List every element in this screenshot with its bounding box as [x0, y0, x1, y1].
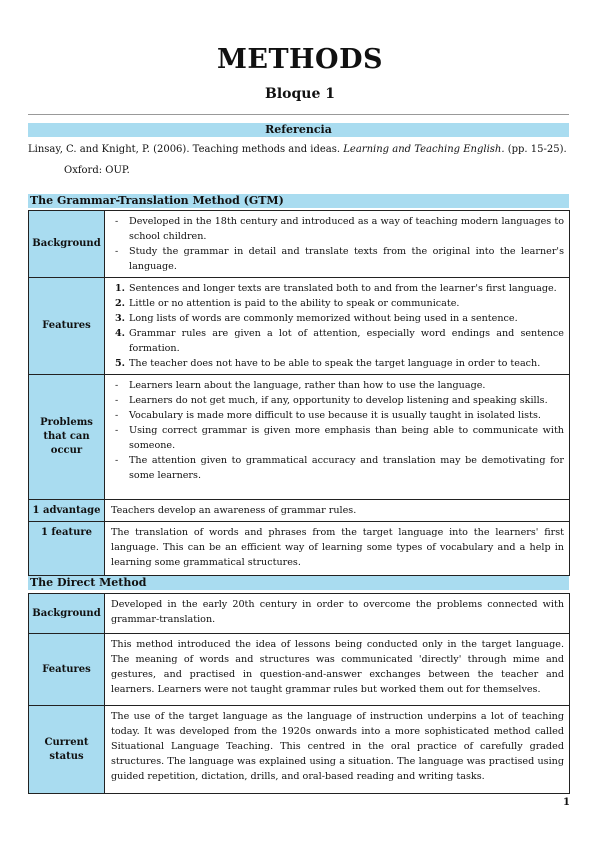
gtm-feature-content: The translation of words and phrases from the target language into the learners' first language. This can be an efficient way of learning some types of vocabulary and a help in learning some grammatical structures. — [105, 522, 570, 576]
gtm-features-label: Features — [29, 278, 105, 375]
direct-background-label: Background — [29, 594, 105, 634]
list-item: - Learners do not get much, if any, opportunity to develop listening and speaking skills. — [111, 393, 564, 408]
direct-heading: The Direct Method — [28, 576, 569, 590]
direct-background-content: Developed in the early 20th century in order to overcome the problems connected with grammar-translation. — [105, 594, 570, 634]
gtm-background-content — [105, 211, 570, 278]
citation-pages: (pp. 15-25). — [504, 144, 567, 155]
gtm-feature-row — [29, 522, 570, 576]
list-item: 4. Grammar rules are given a lot of attention, especially word endings and sentence formation. — [115, 328, 564, 354]
gtm-features-content — [105, 278, 570, 375]
list-item: - Using correct grammar is given more emphasis than being able to communicate with someone. — [111, 423, 564, 453]
gtm-features-row — [29, 278, 570, 375]
list-item: 3. Long lists of words are commonly memorized without being used in a sentence. — [115, 313, 518, 324]
direct-background-row — [29, 594, 570, 634]
gtm-table — [28, 210, 570, 576]
direct-status-content: The use of the target language as the language of instruction underpins a lot of teaching today. It was developed from the 1920s onwards into a more sophisticated method called Situational Language Teaching. This centred in the oral practice of carefully graded structures. The language was explained using a situation. The language was practised using guided repetition, dictation, drills, and oral-based reading and writing tasks. — [105, 706, 570, 794]
direct-features-content: This method introduced the idea of lessons being conducted only in the target language. The meaning of words and structures was communicated 'directly' through mime and gestures, and practised in question-and-answer exchanges between the teacher and learners. Learners were not taught grammar rules but worked them out for themselves. — [105, 634, 570, 706]
direct-features-row — [29, 634, 570, 706]
gtm-heading: The Grammar-Translation Method (GTM) — [28, 194, 569, 208]
gtm-advantage-content: Teachers develop an awareness of grammar rules. — [105, 500, 570, 522]
gtm-advantage-row — [29, 500, 570, 522]
citation-book-title: Learning and Teaching English. — [343, 144, 505, 155]
citation-publisher: Oxford: OUP. — [64, 165, 130, 176]
gtm-background-label: Background — [29, 211, 105, 278]
list-item: - Learners learn about the language, rather than how to use the language. — [111, 378, 564, 393]
direct-status-row — [29, 706, 570, 794]
list-item: - Developed in the 18th century and introduced as a way of teaching modern languages to school children. — [111, 214, 564, 244]
reference-heading: Referencia — [28, 123, 569, 137]
gtm-problems-label: Problems that can occur — [29, 375, 105, 500]
citation-authors: Linsay, C. and Knight, P. (2006). Teaching methods and ideas. — [28, 144, 344, 155]
divider — [28, 114, 569, 115]
reference-citation — [28, 139, 573, 181]
gtm-advantage-label: 1 advantage — [29, 500, 105, 522]
page-subtitle: Bloque 1 — [265, 86, 335, 102]
direct-table — [28, 593, 570, 794]
gtm-problems-content — [105, 375, 570, 500]
page-number: 1 — [563, 797, 570, 808]
gtm-background-row — [29, 211, 570, 278]
gtm-feature-label: 1 feature — [29, 522, 105, 576]
list-item: - The attention given to grammatical accuracy and translation may be demotivating for some learners. — [111, 453, 564, 483]
page-title: METHODS — [216, 44, 383, 75]
list-item: 2. Little or no attention is paid to the ability to speak or communicate. — [115, 298, 460, 309]
list-item: - Vocabulary is made more difficult to use because it is usually taught in isolated lists. — [111, 408, 564, 423]
list-item: - Study the grammar in detail and translate texts from the original into the learner's language. — [111, 244, 564, 274]
direct-status-label: Current status — [29, 706, 105, 794]
list-item: 5. The teacher does not have to be able to speak the target language in order to teach. — [115, 358, 541, 369]
list-item: 1. Sentences and longer texts are translated both to and from the learner's first language. — [115, 283, 557, 294]
gtm-problems-row — [29, 375, 570, 500]
direct-features-label: Features — [29, 634, 105, 706]
